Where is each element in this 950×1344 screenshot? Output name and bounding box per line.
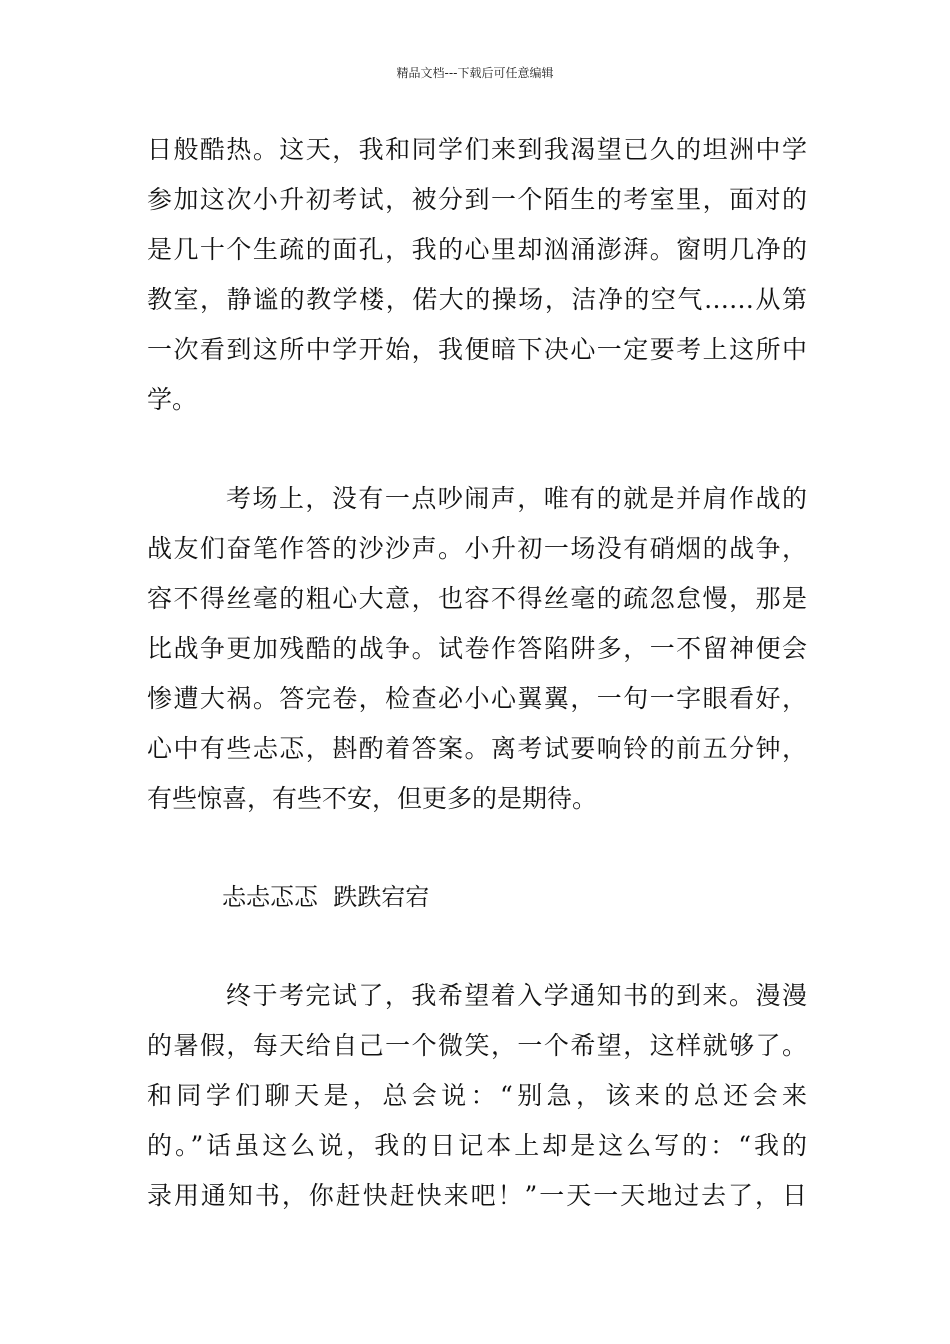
- text-line: 参加这次小升初考试，被分到一个陌生的考室里，面对的: [147, 185, 807, 214]
- text-line: 的暑假，每天给自己一个微笑，一个希望，这样就够了。: [147, 1031, 807, 1060]
- text-line: 战友们奋笔作答的沙沙声。小升初一场没有硝烟的战争，: [147, 534, 807, 563]
- text-line: 录用通知书，你赶快赶快来吧！”一天一天地过去了，日: [147, 1181, 807, 1210]
- text-line: 和同学们聊天是，总会说：“别急，该来的总还会来: [147, 1081, 807, 1110]
- text-line: 容不得丝毫的粗心大意，也容不得丝毫的疏忽怠慢，那是: [147, 584, 807, 613]
- text-line: 的。”话虽这么说，我的日记本上却是这么写的：“我的: [147, 1131, 807, 1160]
- text-line: 日般酷热。这天，我和同学们来到我渴望已久的坦洲中学: [147, 135, 807, 164]
- text-line: 惨遭大祸。答完卷，检查必小心翼翼，一句一字眼看好，: [147, 684, 807, 713]
- text-line: 是几十个生疏的面孔，我的心里却汹涌澎湃。窗明几净的: [147, 235, 807, 264]
- text-line: 一次看到这所中学开始，我便暗下决心一定要考上这所中: [147, 335, 807, 364]
- text-line: 有些惊喜，有些不安，但更多的是期待。: [147, 784, 598, 813]
- text-line: 终于考完试了，我希望着入学通知书的到来。漫漫: [226, 981, 807, 1010]
- page-header: 精品文档---下载后可任意编辑: [396, 66, 554, 80]
- text-line: 比战争更加残酷的战争。试卷作答陷阱多，一不留神便会: [147, 634, 807, 663]
- text-line: 教室，静谧的教学楼，偌大的操场，洁净的空气……从第: [147, 285, 807, 314]
- text-line: 心中有些忐忑，斟酌着答案。离考试要响铃的前五分钟，: [147, 734, 807, 763]
- text-line: 考场上，没有一点吵闹声，唯有的就是并肩作战的: [226, 484, 807, 513]
- section-heading: 忐忐忑忑 跌跌宕宕: [222, 883, 430, 911]
- text-line: 学。: [147, 385, 198, 414]
